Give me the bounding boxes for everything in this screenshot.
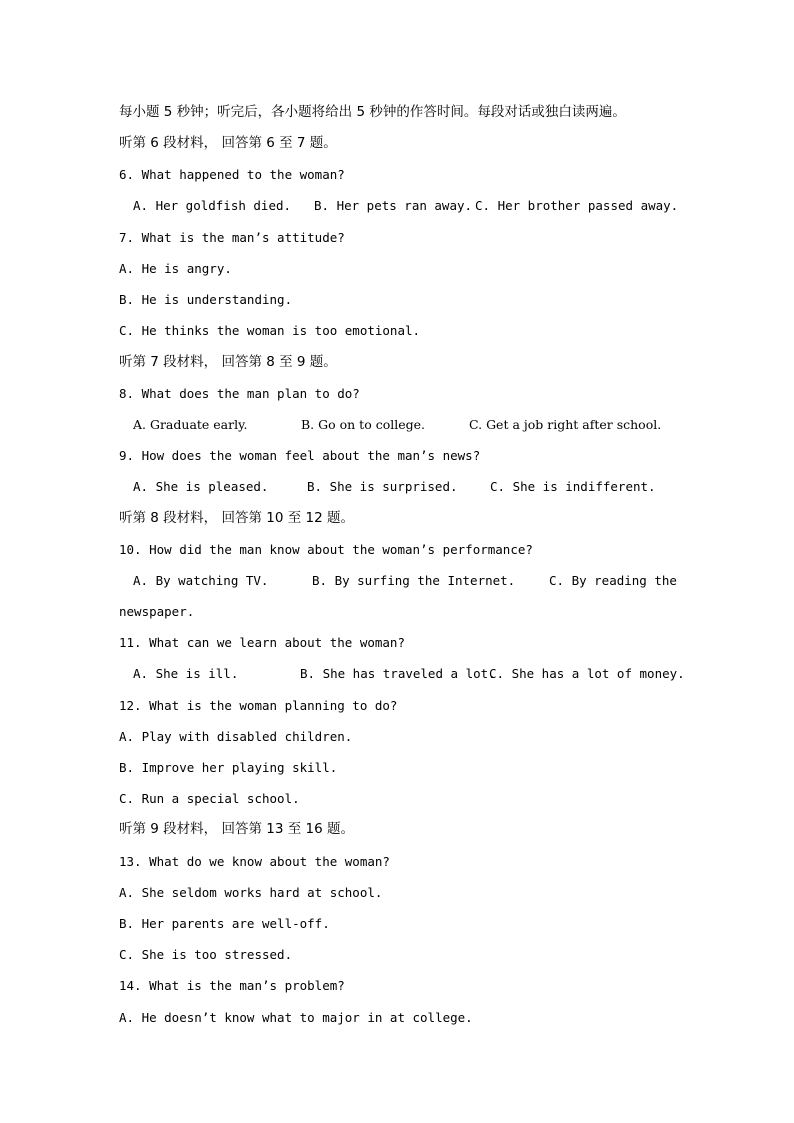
question-12-stem: 12. What is the woman planning to do? (119, 698, 398, 713)
option-b: B. She has traveled a lot. (300, 666, 496, 681)
option-c: C. Get a job right after school. (469, 417, 662, 432)
option-a: A. She is pleased. (133, 479, 269, 494)
section-6-heading: 听第 6 段材料， 回答第 6 至 7 题。 (119, 135, 337, 151)
question-13-option-a: A. She seldom works hard at school. (119, 885, 383, 900)
question-12-option-b: B. Improve her playing skill. (119, 760, 338, 775)
question-9-stem: 9. How does the woman feel about the man’s news? (119, 448, 481, 463)
question-12-option-c: C. Run a special school. (119, 791, 300, 806)
option-a: A. By watching TV. (133, 573, 269, 588)
question-10-stem: 10. How did the man know about the woman’s performance? (119, 542, 533, 557)
listening-instructions: 每小题 5 秒钟；听完后，各小题将给出 5 秒钟的作答时间。每段对话或独白读两遍。 (119, 104, 626, 120)
question-7-option-b: B. He is understanding. (119, 292, 293, 307)
section-9-heading: 听第 9 段材料， 回答第 13 至 16 题。 (119, 821, 354, 837)
option-b: B. Her pets ran away. (314, 198, 473, 213)
question-13-stem: 13. What do we know about the woman? (119, 854, 390, 869)
question-12-option-a: A. Play with disabled children. (119, 729, 353, 744)
question-11-stem: 11. What can we learn about the woman? (119, 635, 405, 650)
option-b: B. Go on to college. (301, 417, 425, 432)
question-14-option-a: A. He doesn’t know what to major in at college. (119, 1010, 473, 1025)
question-7-stem: 7. What is the man’s attitude? (119, 230, 345, 245)
question-7-option-a: A. He is angry. (119, 261, 232, 276)
section-7-heading: 听第 7 段材料， 回答第 8 至 9 题。 (119, 354, 337, 370)
section-8-heading: 听第 8 段材料， 回答第 10 至 12 题。 (119, 510, 354, 526)
question-13-option-c: C. She is too stressed. (119, 947, 293, 962)
question-10-option-c-continued: newspaper. (119, 604, 195, 619)
option-c: C. Her brother passed away. (475, 198, 679, 213)
option-c: C. She is indifferent. (490, 479, 656, 494)
option-a: A. Graduate early. (133, 417, 248, 432)
option-c: C. By reading the (549, 573, 677, 588)
question-8-stem: 8. What does the man plan to do? (119, 386, 360, 401)
option-b: B. She is surprised. (307, 479, 458, 494)
question-6-stem: 6. What happened to the woman? (119, 167, 345, 182)
option-c: C. She has a lot of money. (489, 666, 685, 681)
option-a: A. Her goldfish died. (133, 198, 292, 213)
question-13-option-b: B. Her parents are well-off. (119, 916, 330, 931)
question-14-stem: 14. What is the man’s problem? (119, 978, 345, 993)
option-a: A. She is ill. (133, 666, 239, 681)
option-b: B. By surfing the Internet. (312, 573, 516, 588)
question-7-option-c: C. He thinks the woman is too emotional. (119, 323, 421, 338)
